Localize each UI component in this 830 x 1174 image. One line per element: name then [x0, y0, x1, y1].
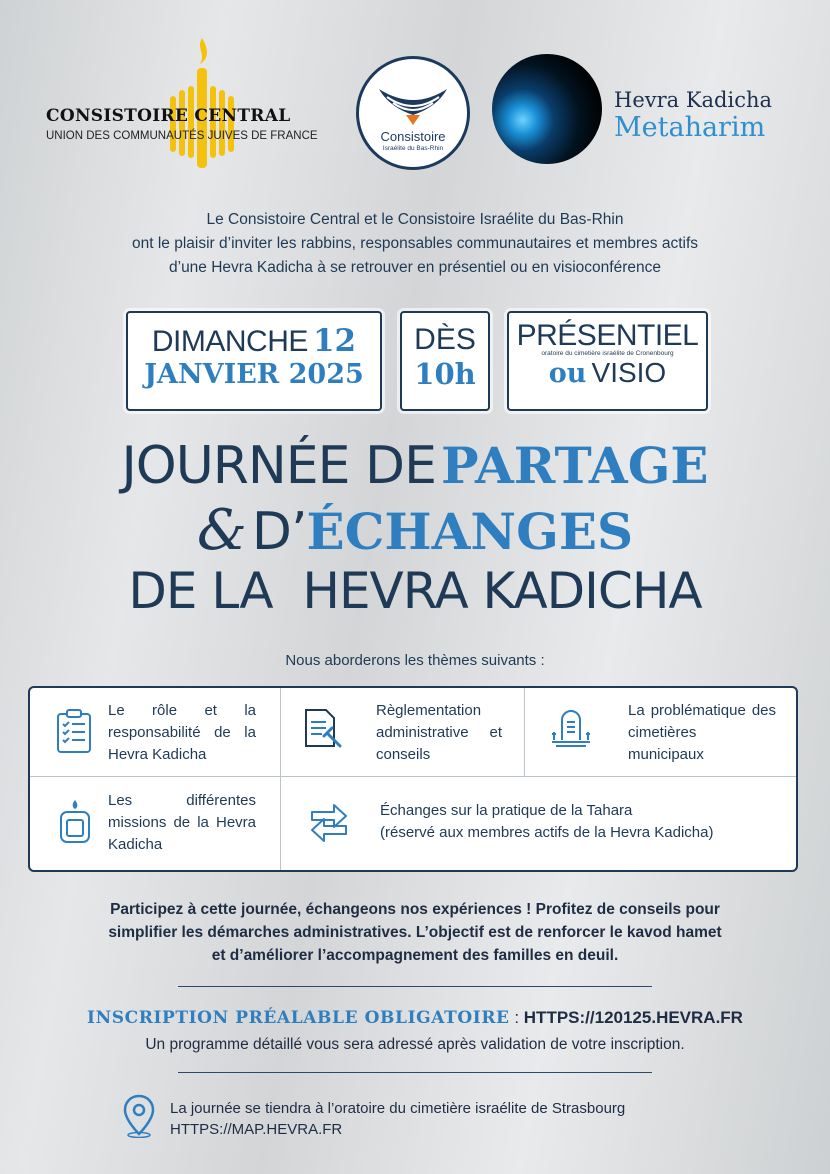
event-mode-box [507, 311, 708, 411]
intro-text [30, 208, 800, 280]
themes-lead: Nous aborderons les thèmes suivants : [285, 652, 545, 669]
consistoire-central-title: CONSISTOIRE CENTRAL [46, 106, 291, 126]
consistoire-bas-rhin-logo [356, 56, 470, 170]
consistoire-central-logo [44, 28, 334, 178]
separator-top [178, 986, 652, 987]
date-month-year: JANVIER 2025 [144, 359, 364, 390]
registration-separator: : [509, 1008, 524, 1027]
event-date-box [126, 311, 382, 411]
theme-item-reglementation: Règlementation administrative et conseils [376, 702, 502, 763]
consistoire-central-subtitle: UNION DES COMMUNAUTÉS JUIVES DE FRANCE [46, 130, 318, 142]
title-hevra-kadicha: DE LA HEVRA KADICHA [128, 562, 702, 620]
program-note: Un programme détaillé vous sera adressé après validation de votre inscription. [145, 1036, 685, 1053]
cemetery-icon [548, 706, 594, 752]
document-gavel-icon [302, 706, 348, 752]
consistoire-name: Consistoire [380, 129, 446, 144]
date-day: DIMANCHE [151, 325, 308, 358]
registration-line [0, 1008, 830, 1028]
paragraph-line-1: Participez à cette journée, échangeons nos expériences ! Profitez de conseils pour [110, 901, 720, 918]
registration-link[interactable]: HTTPS://120125.HEVRA.FR [523, 1008, 743, 1027]
theme-item-tahara [380, 800, 790, 844]
theme-item-missions: Les différentes missions de la Hevra Kadicha [108, 792, 256, 853]
theme-item-tahara-title: Échanges sur la pratique de la Tahara [380, 802, 633, 819]
intro-line-2: ont le plaisir d’inviter les rabbins, responsables communautaires et membres actifs [132, 235, 698, 252]
hevra-kadicha-eye-logo [492, 54, 602, 164]
mode-presentiel: PRÉSENTIEL [516, 319, 699, 352]
wings-emblem-icon [373, 85, 453, 127]
title-echanges: ÉCHANGES [306, 502, 634, 561]
consistoire-subtitle: Israélite du Bas-Rhin [382, 145, 444, 152]
title-journee: JOURNÉE DE [121, 436, 436, 496]
title-line-2 [0, 498, 830, 563]
date-number: 12 [312, 323, 357, 359]
theme-item-tahara-note: (réservé aux membres actifs de la Hevra Kadicha) [380, 824, 714, 841]
mode-place: oratoire du cimetière israélite de Cronenbourg [541, 350, 674, 357]
location-description: La journée se tiendra à l’oratoire du cimetière israélite de Strasbourg [170, 1100, 626, 1117]
title-ampersand: & [196, 498, 247, 563]
title-line-3 [0, 562, 830, 620]
invitation-paragraph [40, 898, 790, 967]
separator-bottom [178, 1072, 652, 1073]
paragraph-line-3: et d’améliorer l’accompagnement des familles en deuil. [211, 947, 619, 964]
consistoire-flame-icon [162, 34, 242, 174]
mode-visio: VISIO [591, 357, 667, 388]
theme-item-cimetieres: La problématique des cimetières municipaux [628, 702, 776, 763]
clipboard-checklist-icon [52, 708, 98, 754]
hevra-kadicha-logo-title: Hevra Kadicha [614, 88, 773, 112]
paragraph-line-2: simplifier les démarches administratives. L’objectif est de renforcer le kavod hamet [108, 924, 722, 941]
candle-icon [52, 798, 98, 844]
map-pin-icon [122, 1094, 156, 1138]
location-text [170, 1098, 625, 1140]
theme-item-role: Le rôle et la responsabilité de la Hevra Kadicha [108, 702, 256, 763]
time-value: 10h [414, 357, 476, 391]
intro-line-1: Le Consistoire Central et le Consistoire Israélite du Bas-Rhin [206, 211, 624, 228]
hevra-kadicha-logo-subtitle: Metaharim [614, 112, 766, 143]
intro-line-3: d’une Hevra Kadicha à se retrouver en présentiel ou en visioconférence [169, 259, 661, 276]
title-partage: PARTAGE [441, 436, 709, 495]
mode-ou: ou [548, 358, 587, 389]
event-time-box [400, 311, 490, 411]
title-line-1 [0, 436, 830, 496]
themes-grid [28, 686, 798, 872]
registration-label: INSCRIPTION PRÉALABLE OBLIGATOIRE [87, 1008, 510, 1028]
location-map-link[interactable]: HTTPS://MAP.HEVRA.FR [170, 1121, 343, 1138]
exchange-arrows-icon [306, 796, 352, 842]
title-d: D’ [251, 502, 307, 562]
time-label: DÈS [414, 323, 476, 356]
